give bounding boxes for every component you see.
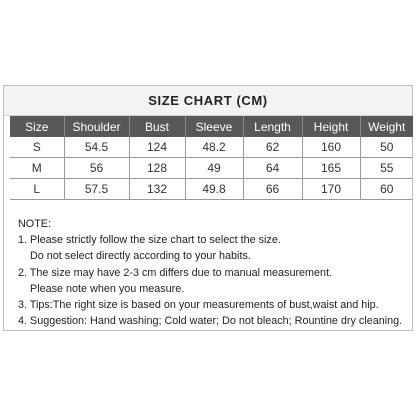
cell-length: 62: [243, 137, 302, 158]
header-sleeve: Sleeve: [185, 116, 243, 137]
note-line: 4. Suggestion: Hand washing; Cold water; Do not bleach; Rountine dry cleaning.: [18, 315, 403, 328]
table-row: [10, 179, 413, 200]
cell-shoulder: 54.5: [64, 137, 129, 158]
cell-bust: 128: [129, 158, 185, 179]
notes-heading: NOTE:: [18, 218, 51, 230]
cell-height: 165: [302, 158, 360, 179]
size-chart-panel: [3, 85, 413, 331]
cell-bust: 124: [129, 137, 185, 158]
note-line: Please note when you measure.: [30, 282, 185, 295]
table-row: [10, 158, 413, 179]
cell-bust: 132: [129, 179, 185, 200]
notes-section: [18, 216, 402, 329]
note-line: 1. Please strictly follow the size chart to select the size.: [18, 234, 281, 247]
header-height: Height: [302, 116, 360, 137]
table-row: [10, 137, 413, 158]
cell-sleeve: 48.2: [185, 137, 243, 158]
cell-shoulder: 57.5: [64, 179, 129, 200]
note-line: 2. The size may have 2-3 cm differs due to manual measurement.: [18, 266, 333, 279]
cell-weight: 55: [360, 158, 413, 179]
cell-height: 160: [302, 137, 360, 158]
cell-sleeve: 49.8: [185, 179, 243, 200]
note-line: 3. Tips:The right size is based on your measurements of bust,waist and hip.: [18, 299, 379, 312]
size-chart-title: SIZE CHART (CM): [4, 86, 412, 116]
header-length: Length: [243, 116, 302, 137]
header-size: Size: [10, 116, 64, 137]
size-table: [10, 116, 413, 200]
cell-weight: 60: [360, 179, 413, 200]
cell-size: S: [10, 137, 64, 158]
cell-length: 64: [243, 158, 302, 179]
cell-weight: 50: [360, 137, 413, 158]
cell-size: L: [10, 179, 64, 200]
cell-shoulder: 56: [64, 158, 129, 179]
note-line: Do not select directly according to your habits.: [30, 250, 251, 263]
cell-sleeve: 49: [185, 158, 243, 179]
header-bust: Bust: [129, 116, 185, 137]
cell-height: 170: [302, 179, 360, 200]
cell-size: M: [10, 158, 64, 179]
header-shoulder: Shoulder: [64, 116, 129, 137]
header-weight: Weight: [360, 116, 413, 137]
cell-length: 66: [243, 179, 302, 200]
table-header-row: [10, 116, 413, 137]
